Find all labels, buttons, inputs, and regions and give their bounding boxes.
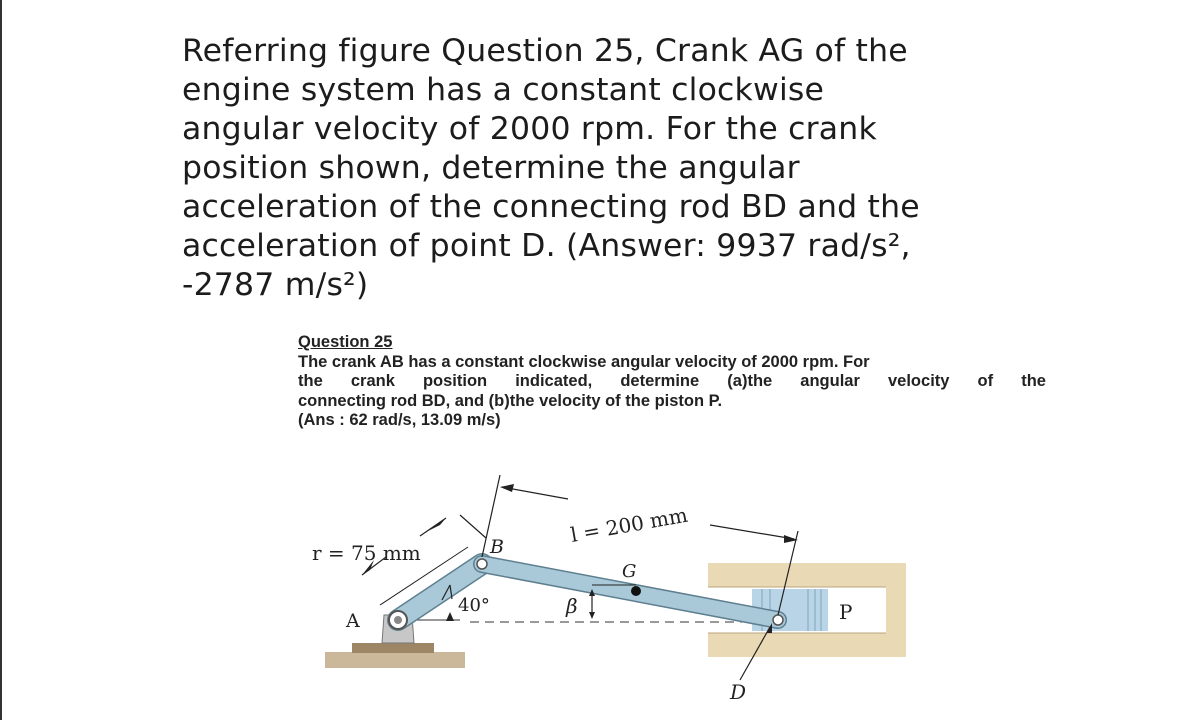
ground-base [325, 652, 465, 668]
label-l: l = 200 mm [568, 502, 690, 547]
bearing-plate [352, 643, 434, 653]
crank-mechanism-figure [300, 465, 920, 720]
question-line: -2787 m/s²) [182, 267, 369, 303]
cylinder-wall-bottom [708, 633, 906, 657]
problem-answer: (Ans : 62 rad/s, 13.09 m/s) [298, 411, 501, 429]
question-line: angular velocity of 2000 rpm. For the crank [182, 111, 877, 147]
pin-d [773, 615, 783, 625]
problem-word: the [1021, 372, 1046, 390]
problem-word: the [298, 372, 323, 390]
problem-line: The crank AB has a constant clockwise angular velocity of 2000 rpm. For [298, 352, 870, 371]
cylinder-head [886, 587, 906, 633]
center-of-mass-g [631, 586, 641, 596]
label-a: A [346, 610, 360, 632]
problem-word: angular [800, 372, 860, 390]
problem-word: (a)the [727, 372, 773, 390]
question-line: acceleration of the connecting rod BD and the [182, 189, 920, 225]
label-p: P [839, 600, 853, 624]
question-text [182, 32, 1082, 305]
pin-a-center [394, 616, 402, 624]
problem-word: position [422, 372, 488, 390]
r-arrow-shaft [420, 518, 446, 536]
r-extension-line [460, 515, 486, 538]
problem-line [298, 372, 1046, 392]
problem-heading: Question 25 [298, 333, 393, 351]
question-line: engine system has a constant clockwise [182, 72, 825, 108]
beta-arrow-down [589, 612, 595, 619]
problem-word: of [977, 372, 994, 390]
problem-word: velocity [888, 372, 950, 390]
problem-statement [298, 333, 1058, 431]
problem-word: determine [620, 372, 700, 390]
question-line: Referring figure Question 25, Crank AG of the [182, 33, 908, 69]
question-line: acceleration of point D. (Answer: 9937 rad/s², [182, 228, 911, 264]
problem-line: connecting rod BD, and (b)the velocity of the piston P. [298, 391, 723, 410]
label-angle: 40° [458, 595, 490, 616]
l-dimension-right [710, 525, 794, 539]
mechanism-svg [300, 465, 920, 720]
label-d: D [730, 680, 747, 704]
question-line: position shown, determine the angular [182, 150, 800, 186]
label-b: B [490, 536, 504, 558]
l-arrow-left [500, 484, 514, 492]
pin-b [477, 559, 487, 569]
angle-arrow [446, 612, 454, 621]
left-border-line [0, 0, 2, 720]
label-r: r = 75 mm [312, 541, 421, 565]
label-g: G [622, 561, 637, 582]
problem-word: indicated, [515, 372, 593, 390]
cylinder-wall-top [708, 563, 906, 587]
label-beta: β [566, 594, 578, 618]
problem-word: crank [350, 372, 395, 390]
